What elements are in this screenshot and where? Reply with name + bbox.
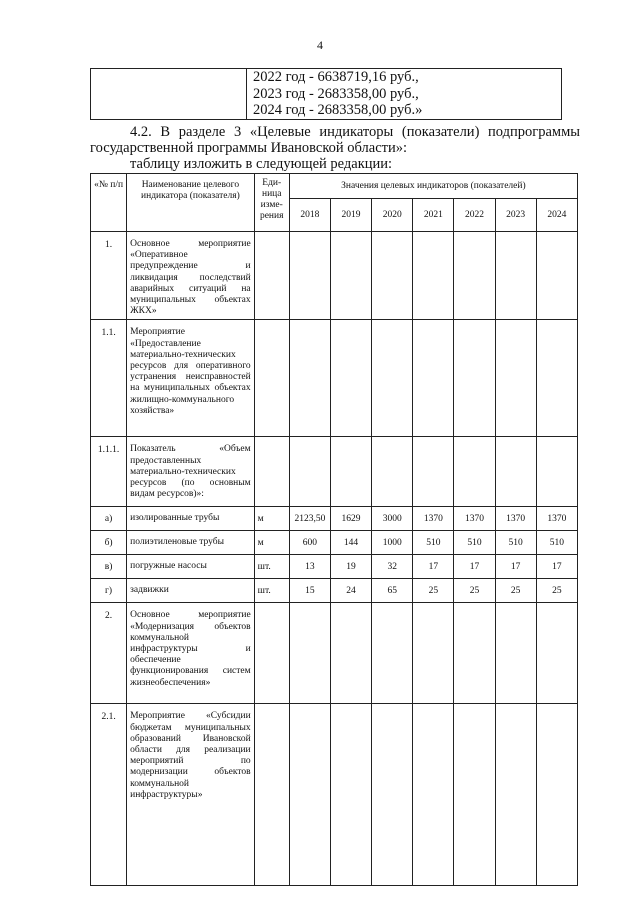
row-value-2022: 17 (454, 555, 495, 579)
row-value-2021 (413, 232, 454, 320)
row-number: 2.1. (91, 704, 127, 886)
row-number: в) (91, 555, 127, 579)
row-unit (254, 603, 289, 704)
row-unit (254, 704, 289, 886)
row-value-2018 (289, 232, 330, 320)
row-value-2019: 19 (330, 555, 371, 579)
row-unit: шт. (254, 555, 289, 579)
funding-line-2022: 2022 год - 6638719,16 руб., (253, 69, 419, 85)
row-value-2018 (289, 603, 330, 704)
row-value-2019: 1629 (330, 507, 371, 531)
row-number: г) (91, 579, 127, 603)
row-value-2018: 13 (289, 555, 330, 579)
header-year-2023: 2023 (495, 199, 536, 232)
table-row (91, 579, 578, 603)
table-row (91, 320, 578, 437)
row-value-2024 (536, 603, 577, 704)
row-value-2021 (413, 603, 454, 704)
row-value-2022 (454, 320, 495, 437)
row-value-2023: 1370 (495, 507, 536, 531)
funding-line-2024: 2024 год - 2683358,00 руб.» (253, 102, 423, 118)
continuation-funding-cell (247, 69, 562, 120)
row-value-2024 (536, 704, 577, 886)
row-value-2024 (536, 320, 577, 437)
table-row (91, 437, 578, 507)
row-number: 1.1. (91, 320, 127, 437)
row-unit: м (254, 507, 289, 531)
row-value-2019 (330, 437, 371, 507)
row-value-2018: 15 (289, 579, 330, 603)
header-year-2020: 2020 (372, 199, 413, 232)
header-year-2024: 2024 (536, 199, 577, 232)
row-value-2020 (372, 603, 413, 704)
row-value-2022 (454, 437, 495, 507)
row-value-2023 (495, 320, 536, 437)
row-unit (254, 320, 289, 437)
table-row (91, 704, 578, 886)
instruction-paragraph: таблицу изложить в следующей редакции: (130, 156, 393, 172)
row-value-2024 (536, 232, 577, 320)
row-indicator-name: Показатель «Объем предоставленных материально-технических ресурсов (по основным видам ресурсов)»: (127, 437, 255, 507)
row-number: 1. (91, 232, 127, 320)
row-value-2022 (454, 232, 495, 320)
header-name: Наименование целевого индикатора (показателя) (127, 174, 255, 232)
row-unit (254, 437, 289, 507)
row-value-2021 (413, 704, 454, 886)
row-number: 1.1.1. (91, 437, 127, 507)
row-value-2024: 25 (536, 579, 577, 603)
row-value-2019 (330, 704, 371, 886)
row-value-2018 (289, 320, 330, 437)
row-indicator-name: задвижки (127, 579, 255, 603)
row-value-2019 (330, 603, 371, 704)
row-value-2021: 25 (413, 579, 454, 603)
row-value-2020: 1000 (372, 531, 413, 555)
row-value-2020 (372, 232, 413, 320)
continuation-empty-cell (91, 69, 247, 120)
row-value-2023 (495, 603, 536, 704)
row-value-2023: 17 (495, 555, 536, 579)
row-number: б) (91, 531, 127, 555)
row-value-2020: 65 (372, 579, 413, 603)
table-row (91, 507, 578, 531)
row-value-2021: 1370 (413, 507, 454, 531)
row-value-2022: 1370 (454, 507, 495, 531)
row-value-2018: 2123,50 (289, 507, 330, 531)
row-value-2023 (495, 437, 536, 507)
row-value-2018: 600 (289, 531, 330, 555)
row-value-2019: 144 (330, 531, 371, 555)
table-row (91, 555, 578, 579)
row-value-2021 (413, 320, 454, 437)
header-year-2022: 2022 (454, 199, 495, 232)
row-value-2023: 510 (495, 531, 536, 555)
table-row (91, 531, 578, 555)
header-year-2021: 2021 (413, 199, 454, 232)
row-indicator-name: Мероприятие «Субсидии бюджетам муниципальных образований Ивановской области для реализации мероприятий по модернизации объектов коммунальной инфраструктуры» (127, 704, 255, 886)
row-value-2022: 25 (454, 579, 495, 603)
header-year-2018: 2018 (289, 199, 330, 232)
header-unit: Еди-ница изме-рения (254, 174, 289, 232)
row-value-2020 (372, 704, 413, 886)
table-row (91, 603, 578, 704)
table-row (91, 232, 578, 320)
row-value-2024: 17 (536, 555, 577, 579)
row-unit: м (254, 531, 289, 555)
row-value-2019 (330, 232, 371, 320)
row-indicator-name: полиэтиленовые трубы (127, 531, 255, 555)
row-value-2023: 25 (495, 579, 536, 603)
row-value-2019 (330, 320, 371, 437)
row-unit (254, 232, 289, 320)
funding-line-2023: 2023 год - 2683358,00 руб., (253, 85, 419, 102)
row-value-2020 (372, 320, 413, 437)
header-values-group: Значения целевых индикаторов (показателей) (289, 174, 577, 199)
row-number: 2. (91, 603, 127, 704)
row-value-2023 (495, 704, 536, 886)
row-indicator-name: погружные насосы (127, 555, 255, 579)
header-year-2019: 2019 (330, 199, 371, 232)
row-indicator-name: Основное мероприятие «Оперативное предупреждение и ликвидация последствий аварийных ситуаций на муниципальных объектах ЖКХ» (127, 232, 255, 320)
row-value-2024 (536, 437, 577, 507)
row-value-2019: 24 (330, 579, 371, 603)
indicators-table (90, 173, 578, 886)
row-number: а) (91, 507, 127, 531)
row-indicator-name: Мероприятие «Предоставление материально-технических ресурсов для оперативного устранения неисправностей на муниципальных объектах жилищно-коммунального хозяйства» (127, 320, 255, 437)
row-value-2024: 1370 (536, 507, 577, 531)
row-value-2020 (372, 437, 413, 507)
row-indicator-name: изолированные трубы (127, 507, 255, 531)
row-value-2024: 510 (536, 531, 577, 555)
row-value-2022 (454, 603, 495, 704)
row-value-2021: 510 (413, 531, 454, 555)
row-indicator-name: Основное мероприятие «Модернизация объектов коммунальной инфраструктуры и обеспечение функционирования систем жизнеобеспечения» (127, 603, 255, 704)
row-unit: шт. (254, 579, 289, 603)
row-value-2023 (495, 232, 536, 320)
page-number: 4 (317, 38, 323, 52)
row-value-2022 (454, 704, 495, 886)
row-value-2020: 3000 (372, 507, 413, 531)
continuation-table (90, 68, 562, 120)
row-value-2021 (413, 437, 454, 507)
header-num: «№ п/п (91, 174, 127, 232)
row-value-2022: 510 (454, 531, 495, 555)
row-value-2020: 32 (372, 555, 413, 579)
row-value-2018 (289, 437, 330, 507)
row-value-2021: 17 (413, 555, 454, 579)
section-paragraph: 4.2. В разделе 3 «Целевые индикаторы (показатели) подпрограммы государственной программы Ивановской области»: (90, 124, 580, 156)
row-value-2018 (289, 704, 330, 886)
